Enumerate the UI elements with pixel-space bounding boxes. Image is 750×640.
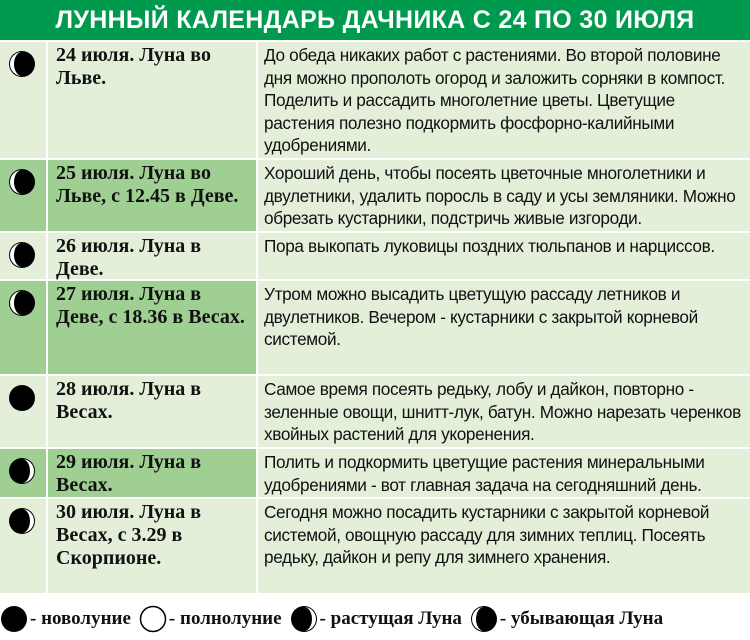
full-moon-icon <box>139 605 167 633</box>
moon-phase-cell <box>0 42 46 158</box>
table-row <box>0 376 750 449</box>
date-cell: 28 июля. Луна в Весах. <box>46 376 256 447</box>
moon-phase-cell <box>0 281 46 374</box>
date-cell: 29 июля. Луна в Весах. <box>46 449 256 497</box>
date-cell: 25 июля. Луна во Льве, с 12.45 в Деве. <box>46 160 256 231</box>
date-cell: 27 июля. Луна в Деве, с 18.36 в Весах. <box>46 281 256 374</box>
advice-cell: Сегодня можно посадить кустарники с закрытой корневой системой, овощную рассаду для зимних теплиц. Посеять редьку, дайкон и репу для зимнего хранения. <box>256 499 750 593</box>
table-row <box>0 42 750 160</box>
advice-cell: Хороший день, чтобы посеять цветочные многолетники и двулетники, удалить поросль в саду и усы земляники. Можно обрезать кустарники, подстричь живые изгороди. <box>256 160 750 231</box>
date-cell: 24 июля. Луна во Льве. <box>46 42 256 158</box>
legend-label: - убывающая Луна <box>499 608 664 629</box>
legend-label: - новолуние <box>30 608 131 629</box>
new-moon-icon <box>0 605 28 633</box>
calendar-table <box>0 42 750 595</box>
legend-waning-moon <box>470 605 663 633</box>
waning-moon-icon <box>8 241 36 269</box>
moon-phase-cell <box>0 160 46 231</box>
legend-new-moon <box>0 605 131 633</box>
table-row <box>0 499 750 595</box>
moon-phase-cell <box>0 449 46 497</box>
page-title: ЛУННЫЙ КАЛЕНДАРЬ ДАЧНИКА С 24 ПО 30 ИЮЛЯ <box>0 0 750 40</box>
advice-cell: До обеда никаких работ с растениями. Во второй половине дня можно прополоть огород и заложить сорняки в компост. Поделить и рассадить многолетние цветы. Цветущие растения полезно подкормить фосфорно-калийными удобрениями. <box>256 42 750 158</box>
waning-moon-icon <box>8 50 36 78</box>
advice-cell: Пора выкопать луковицы поздних тюльпанов и нарциссов. <box>256 233 750 279</box>
moon-phase-cell <box>0 376 46 447</box>
advice-cell: Самое время посеять редьку, лобу и дайкон, повторно - зеленные овощи, шнитт-лук, батун. Можно нарезать черенков хвойных растений для укоренения. <box>256 376 750 447</box>
waning-moon-icon <box>8 168 36 196</box>
table-row <box>0 160 750 233</box>
date-cell: 26 июля. Луна в Деве. <box>46 233 256 279</box>
waning-moon-icon <box>470 605 498 633</box>
moon-phase-cell <box>0 233 46 279</box>
date-cell: 30 июля. Луна в Весах, с 3.29 в Скорпионе. <box>46 499 256 593</box>
legend-waxing-moon <box>290 605 462 633</box>
legend-full-moon <box>139 605 282 633</box>
table-row <box>0 449 750 499</box>
advice-cell: Полить и подкормить цветущие растения минеральными удобрениями - вот главная задача на сегодняшний день. <box>256 449 750 497</box>
table-row <box>0 281 750 376</box>
waxing-moon-icon <box>290 605 318 633</box>
waxing-moon-icon <box>8 507 36 535</box>
new-moon-icon <box>8 384 36 412</box>
table-row <box>0 233 750 281</box>
waxing-moon-icon <box>8 457 36 485</box>
moon-phase-cell <box>0 499 46 593</box>
legend-label: - полнолуние <box>168 608 282 629</box>
waning-moon-icon <box>8 289 36 317</box>
advice-cell: Утром можно высадить цветущую рассаду летников и двулетников. Вечером - кустарники с закрытой корневой системой. <box>256 281 750 374</box>
legend <box>0 598 750 640</box>
legend-label: - растущая Луна <box>319 608 462 629</box>
